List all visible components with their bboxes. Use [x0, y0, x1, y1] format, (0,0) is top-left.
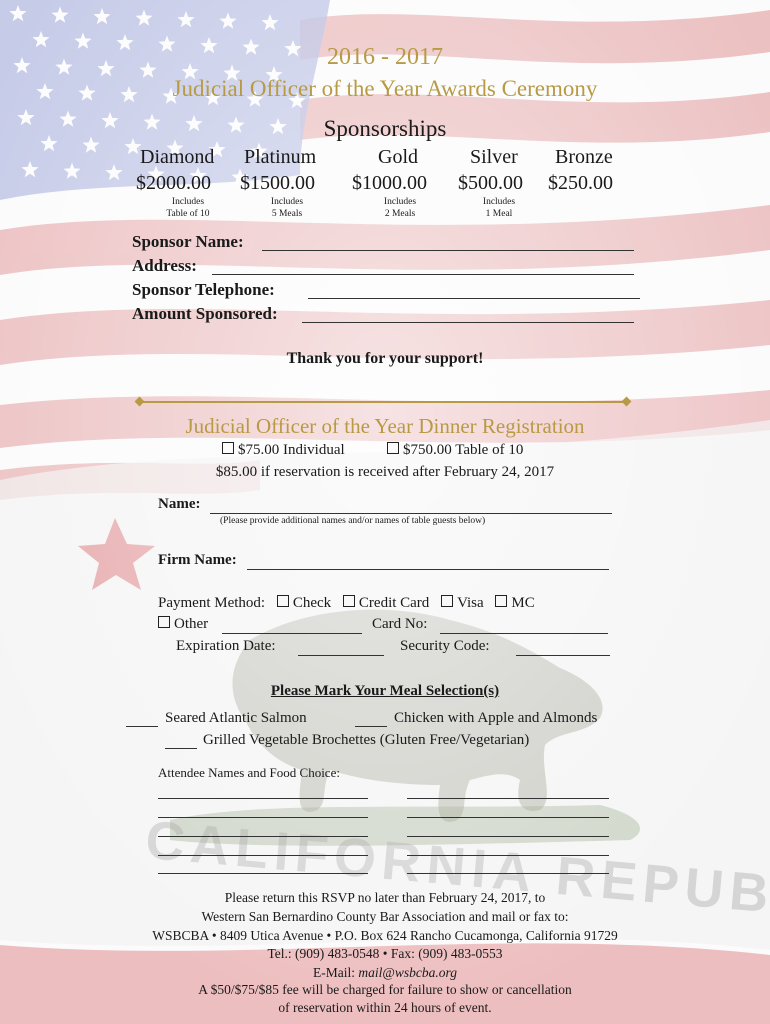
attendee-field[interactable] [158, 873, 368, 874]
footer-return-note: Please return this RSVP no later than February 24, 2017, to [224, 890, 546, 905]
email-label: E-Mail: [313, 965, 356, 980]
amount-sponsored-label: Amount Sponsored: [132, 304, 278, 323]
tier-gold-includes [370, 196, 430, 220]
tier-gold-name: Gold [378, 146, 418, 168]
address-field[interactable] [212, 274, 634, 275]
security-code-label: Security Code: [400, 638, 490, 654]
security-code-field[interactable] [516, 655, 610, 656]
includes-detail: 5 Meals [271, 209, 303, 219]
chicken-mark-field[interactable] [355, 726, 387, 727]
year-title: 2016 - 2017 [327, 44, 443, 70]
sponsor-name-field[interactable] [262, 250, 634, 251]
credit-card-checkbox[interactable] [343, 595, 355, 607]
mc-label: MC [511, 595, 535, 611]
table-checkbox[interactable] [387, 442, 399, 454]
attendee-field[interactable] [407, 817, 609, 818]
individual-option[interactable] [222, 442, 345, 459]
thank-you-text: Thank you for your support! [286, 350, 484, 367]
tier-silver-name: Silver [470, 146, 518, 168]
footer-phone-fax: Tel.: (909) 483-0548 • Fax: (909) 483-0553 [267, 946, 503, 961]
other-option[interactable] [158, 616, 208, 633]
mc-checkbox[interactable] [495, 595, 507, 607]
tier-platinum-amount: $1500.00 [240, 172, 315, 194]
tier-silver-includes [469, 196, 529, 220]
firm-name-label: Firm Name: [158, 552, 237, 568]
card-no-field[interactable] [440, 633, 608, 634]
includes-detail: 2 Meals [384, 209, 416, 219]
visa-label: Visa [457, 595, 484, 611]
card-no-label: Card No: [372, 616, 428, 632]
salmon-option: Seared Atlantic Salmon [165, 710, 307, 726]
other-checkbox[interactable] [158, 616, 170, 628]
sponsor-name-label: Sponsor Name: [132, 232, 244, 251]
table-option[interactable] [387, 442, 523, 459]
salmon-mark-field[interactable] [126, 726, 158, 727]
payment-method-label: Payment Method: [158, 595, 266, 611]
expiration-date-field[interactable] [298, 655, 384, 656]
vegetable-mark-field[interactable] [165, 748, 197, 749]
section-divider [140, 401, 626, 403]
attendee-field[interactable] [158, 817, 368, 818]
chicken-option: Chicken with Apple and Almonds [394, 710, 598, 726]
attendee-field[interactable] [158, 798, 368, 799]
includes-detail: Table of 10 [166, 209, 210, 219]
ceremony-title: Judicial Officer of the Year Awards Ceremony [172, 76, 598, 101]
attendee-field[interactable] [407, 836, 609, 837]
footer-address: WSBCBA • 8409 Utica Avenue • P.O. Box 624 Rancho Cucamonga, California 91729 [152, 928, 618, 943]
includes-detail: 1 Meal [485, 209, 513, 219]
late-fee-note: $85.00 if reservation is received after February 24, 2017 [215, 464, 555, 480]
sponsor-telephone-label: Sponsor Telephone: [132, 280, 275, 299]
other-field[interactable] [222, 633, 362, 634]
name-field[interactable] [210, 513, 612, 514]
attendee-field[interactable] [407, 873, 609, 874]
visa-checkbox[interactable] [441, 595, 453, 607]
tier-gold-amount: $1000.00 [352, 172, 427, 194]
tier-bronze-amount: $250.00 [548, 172, 613, 194]
meal-selection-heading: Please Mark Your Meal Selection(s) [270, 683, 500, 699]
expiration-date-label: Expiration Date: [176, 638, 276, 654]
check-checkbox[interactable] [277, 595, 289, 607]
registration-title: Judicial Officer of the Year Dinner Registration [185, 414, 585, 438]
footer-email-row [0, 965, 770, 981]
amount-sponsored-field[interactable] [302, 322, 634, 323]
footer-fee-note-2: of reservation within 24 hours of event. [278, 1000, 492, 1015]
individual-label: $75.00 Individual [238, 442, 345, 458]
tier-diamond-includes [158, 196, 218, 220]
sponsor-telephone-field[interactable] [308, 298, 640, 299]
tier-silver-amount: $500.00 [458, 172, 523, 194]
tier-platinum-includes [257, 196, 317, 220]
tier-diamond-name: Diamond [140, 146, 215, 168]
attendee-label: Attendee Names and Food Choice: [158, 765, 340, 780]
tier-diamond-amount: $2000.00 [136, 172, 211, 194]
credit-card-label: Credit Card [358, 595, 430, 611]
email-link[interactable]: mail@wsbcba.org [358, 965, 457, 980]
footer-association: Western San Bernardino County Bar Association and mail or fax to: [201, 909, 569, 924]
attendee-field[interactable] [407, 855, 609, 856]
includes-label: Includes [270, 197, 304, 207]
attendee-field[interactable] [158, 836, 368, 837]
sponsorships-title: Sponsorships [323, 116, 447, 141]
table-label: $750.00 Table of 10 [403, 442, 524, 458]
name-hint: (Please provide additional names and/or names of table guests below) [220, 516, 486, 526]
name-label: Name: [158, 496, 201, 512]
attendee-field[interactable] [407, 798, 609, 799]
tier-platinum-name: Platinum [244, 146, 317, 168]
includes-label: Includes [383, 197, 417, 207]
includes-label: Includes [482, 197, 516, 207]
address-label: Address: [132, 256, 197, 275]
other-label: Other [174, 616, 209, 632]
attendee-field[interactable] [158, 855, 368, 856]
firm-name-field[interactable] [247, 569, 609, 570]
vegetable-option: Grilled Vegetable Brochettes (Gluten Free/Vegetarian) [203, 732, 530, 748]
tier-bronze-name: Bronze [555, 146, 613, 168]
payment-method-row [158, 595, 535, 612]
footer-fee-note: A $50/$75/$85 fee will be charged for failure to show or cancellation [198, 982, 572, 997]
check-label: Check [292, 595, 332, 611]
includes-label: Includes [171, 197, 205, 207]
individual-checkbox[interactable] [222, 442, 234, 454]
